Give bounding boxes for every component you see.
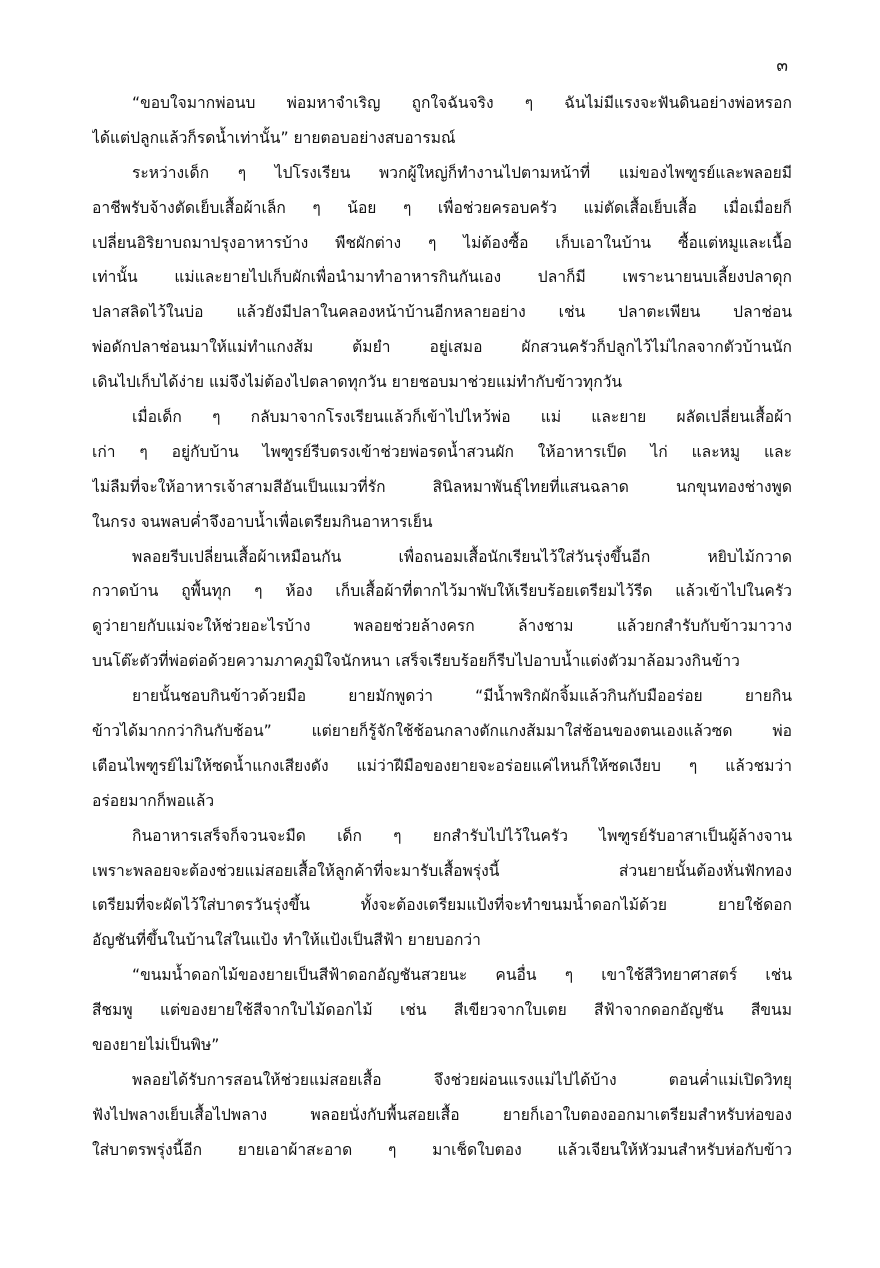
text-line: “ขนมน้ำดอกไม้ของยายเป็นสีฟ้าดอกอัญชันสวยนะ คนอื่น ๆ เขาใช้สีวิทยาศาสตร์ เช่น xyxy=(132,966,792,985)
text-line: ดูว่ายายกับแม่จะให้ช่วยอะไรบ้าง พลอยช่วยล้างครก ล้างชาม แล้วยกสำรับกับข้าวมาวาง xyxy=(92,617,792,636)
text-line: “ขอบใจมากพ่อนบ พ่อมหาจำเริญ ถูกใจฉันจริง ๆ ฉันไม่มีแรงจะฟันดินอย่างพ่อหรอก xyxy=(132,94,792,112)
page-number: ๓ xyxy=(776,56,788,76)
text-line: สีชมพู แต่ของยายใช้สีจากใบไม้ดอกไม้ เช่น สีเขียวจากใบเตย สีฟ้าจากดอกอัญชัน สีขนม xyxy=(92,1001,792,1020)
text-line: เปลี่ยนอิริยาบถมาปรุงอาหารบ้าง พืชผักต่าง ๆ ไม่ต้องซื้อ เก็บเอาในบ้าน ซื้อแต่หมูและเนื้อ xyxy=(92,233,792,252)
text-line: เตรียมที่จะผัดไว้ใส่บาตรวันรุ่งขึ้น ทั้งจะต้องเตรียมแป้งที่จะทำขนมน้ำดอกไม้ด้วย ยายใช้ดอก xyxy=(92,896,792,915)
text-line: บนโต๊ะตัวที่พ่อต่อด้วยความภาคภูมิใจนักหนา เสร็จเรียบร้อยก็รีบไปอาบน้ำแต่งตัวมาล้อมวงกินข้าว xyxy=(92,652,740,671)
text-line: เท่านั้น แม่และยายไปเก็บผักเพื่อนำมาทำอาหารกินกันเอง ปลาก็มี เพราะนายนบเลี้ยงปลาดุก xyxy=(92,268,792,287)
text-line: เตือนไพฑูรย์ไม่ให้ซดน้ำแกงเสียงดัง แม่ว่าฝีมือของยายจะอร่อยแค่ไหนก็ให้ซดเงียบ ๆ แล้วชมว่า xyxy=(92,756,792,775)
text-line: ของยายไม่เป็นพิษ” xyxy=(92,1036,220,1055)
text-line: พ่อดักปลาช่อนมาให้แม่ทำแกงส้ม ต้มยำ อยู่เสมอ ผักสวนครัวก็ปลูกไว้ไม่ไกลจากตัวบ้านนัก xyxy=(92,338,792,357)
text-line: อร่อยมากก็พอแล้ว xyxy=(92,791,215,810)
text-line: เมื่อเด็ก ๆ กลับมาจากโรงเรียนแล้วก็เข้าไปไหว้พ่อ แม่ และยาย ผลัดเปลี่ยนเสื้อผ้า xyxy=(132,408,792,427)
text-line: ใส่บาตรพรุ่งนี้อีก ยายเอาผ้าสะอาด ๆ มาเช็ดใบตอง แล้วเจียนให้หัวมนสำหรับห่อกับข้าว xyxy=(92,1140,792,1159)
body-text xyxy=(92,86,792,1168)
text-line: ไม่ลืมที่จะให้อาหารเจ้าสามสีอันเป็นแมวที่รัก สินิลหมาพันธุ์ไทยที่แสนฉลาด นกขุนทองช่างพูด xyxy=(92,477,792,496)
text-line: เพราะพลอยจะต้องช่วยแม่สอยเสื้อให้ลูกค้าที่จะมารับเสื้อพรุ่งนี้ ส่วนยายนั้นต้องหั่นฟักทอง xyxy=(92,861,792,880)
text-line: ได้แต่ปลูกแล้วก็รดน้ำเท่านั้น” ยายตอบอย่างสบอารมณ์ xyxy=(92,128,456,147)
text-line: เก่า ๆ อยู่กับบ้าน ไพฑูรย์รีบตรงเข้าช่วยพ่อรดน้ำสวนผัก ให้อาหารเป็ด ไก่ และหมู และ xyxy=(92,442,792,461)
text-line: กวาดบ้าน ถูพื้นทุก ๆ ห้อง เก็บเสื้อผ้าที่ตากไว้มาพับให้เรียบร้อยเตรียมไว้รีด แล้วเข้าไปในครัว xyxy=(92,582,792,601)
text-line: ข้าวได้มากกว่ากินกับช้อน” แต่ยายก็รู้จักใช้ช้อนกลางตักแกงส้มมาใส่ช้อนของตนเองแล้วซด พ่อ xyxy=(92,722,792,741)
text-line: พลอยได้รับการสอนให้ช่วยแม่สอยเสื้อ จึงช่วยผ่อนแรงแม่ไปได้บ้าง ตอนค่ำแม่เปิดวิทยุ xyxy=(132,1070,792,1089)
text-line: อัญชันที่ขึ้นในบ้านใส่ในแป้ง ทำให้แป้งเป็นสีฟ้า ยายบอกว่า xyxy=(92,931,481,950)
text-line: ฟังไปพลางเย็บเสื้อไปพลาง พลอยนั่งกับพื้นสอยเสื้อ ยายก็เอาใบตองออกมาเตรียมสำหรับห่อของ xyxy=(92,1105,792,1124)
text-line: ระหว่างเด็ก ๆ ไปโรงเรียน พวกผู้ใหญ่ก็ทำงานไปตามหน้าที่ แม่ของไพฑูรย์และพลอยมี xyxy=(132,163,792,182)
text-line: ยายนั้นชอบกินข้าวด้วยมือ ยายมักพูดว่า “มีน้ำพริกผักจิ้มแล้วกินกับมืออร่อย ยายกิน xyxy=(132,687,792,706)
text-line: กินอาหารเสร็จก็จวนจะมืด เด็ก ๆ ยกสำรับไปไว้ในครัว ไพฑูรย์รับอาสาเป็นผู้ล้างจาน xyxy=(132,826,792,845)
text-line: ในกรง จนพลบค่ำจึงอาบน้ำเพื่อเตรียมกินอาหารเย็น xyxy=(92,512,433,531)
text-line: เดินไปเก็บได้ง่าย แม่จึงไม่ต้องไปตลาดทุกวัน ยายชอบมาช่วยแม่ทำกับข้าวทุกวัน xyxy=(92,373,623,392)
text-line: อาชีพรับจ้างตัดเย็บเสื้อผ้าเล็ก ๆ น้อย ๆ เพื่อช่วยครอบครัว แม่ตัดเสื้อเย็บเสื้อ เมื่อเมื่อยก็ xyxy=(92,198,792,217)
text-line: ปลาสลิดไว้ในบ่อ แล้วยังมีปลาในคลองหน้าบ้านอีกหลายอย่าง เช่น ปลาตะเพียน ปลาช่อน xyxy=(92,303,792,322)
text-line: พลอยรีบเปลี่ยนเสื้อผ้าเหมือนกัน เพื่อถนอมเสื้อนักเรียนไว้ใส่วันรุ่งขึ้นอีก หยิบไม้กวาด xyxy=(132,547,792,566)
